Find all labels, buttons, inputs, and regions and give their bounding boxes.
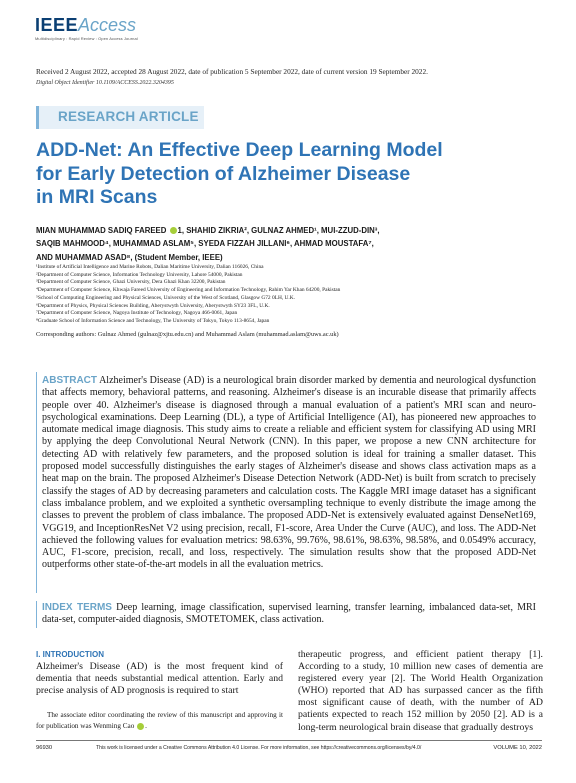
affiliation-item: ¹Institute of Artificial Intelligence and Marine Robots, Dalian Maritime University, Dalian 116026, China: [36, 264, 264, 270]
footer-divider: [36, 740, 542, 741]
journal-logo: [35, 16, 138, 41]
affiliation-item: ⁸Graduate School of Information Science and Technology, The University of Tokyo, Tokyo 113-8654, Japan: [36, 317, 270, 324]
license-notice[interactable]: This work is licensed under a Creative Commons Attribution 4.0 License. For more information, see https://creativecommons.org/licenses/by/4.0/: [96, 745, 422, 751]
intro-paragraph: therapeutic progress, and efficient patient therapy [1]. According to a study, 10 million new cases of dementia are registered every year [2]. The World Health Organization (WHO) reported that AD has surpassed cancer as the fifth most significant cause of death, with the number of AD patients expected to reach 152 million by 2050 [2]. AD is a long-term neurological brain disease that gradually destroys: [298, 649, 543, 733]
affiliation-item: ²Department of Computer Science, Information Technology University, Lahore 54000, Pakistan: [36, 271, 243, 278]
affiliation-item: ³Department of Computer Science, Ghazi University, Dera Ghazi Khan 32200, Pakistan: [36, 279, 226, 286]
editor-note-text: The associate editor coordinating the review of this manuscript and approving it for publication was Wenming Cao: [36, 711, 283, 730]
section-heading: I. INTRODUCTION: [36, 650, 104, 659]
affiliation-item: ⁴Department of Computer Science, Khwaja Fareed University of Engineering and Information Technology, Rahim Yar Khan 64200, Pakistan: [36, 287, 341, 294]
author-line: AND MUHAMMAD ASAD⁸, (Student Member, IEEE): [36, 252, 223, 262]
title-line: in MRI Scans: [36, 186, 158, 208]
affiliation-list: [36, 264, 340, 326]
affiliation-item: ⁵School of Computing Engineering and Physical Sciences, University of the West of Scotland, Glasgow G72 0LH, U.K.: [36, 294, 296, 301]
index-terms-text: Deep learning, image classification, supervised learning, transfer learning, imbalanced data-set, MRI data-set, computer-aided diagnosis, SMOTETOMEK, class activation.: [42, 602, 536, 626]
doi-line: Digital Object Identifier 10.1109/ACCESS.2022.3204395: [36, 80, 174, 86]
intro-left-column: [36, 661, 283, 697]
orcid-icon[interactable]: [137, 723, 144, 730]
author-line: [36, 224, 380, 237]
abstract-label: ABSTRACT: [42, 375, 97, 386]
volume-label: VOLUME 10, 2022: [493, 745, 542, 751]
abstract-text: Alzheimer's Disease (AD) is a neurological brain disorder marked by dementia and neurological dysfunction that affects memory, behavioral patterns, and reasoning. Alzheimer's disease is an incurable disease that primarily affects people over 40. Alzheimer's disease is diagnosed through a manual evaluation of a patient's MRI scan and neuro-psychological examinations. Deep Learning (DL), a type of Artificial Intelligence (AI), has pioneered new approaches to automate medical image diagnosis. This study aims to create a reliable and efficient system for classifying AD using MRI by applying the deep Convolutional Neural Network (CNN). In this paper, we propose a new CNN architecture for detecting AD with relatively few parameters, and the proposed solution is ideal for training a smaller dataset. This proposed model successfully distinguishes the early stages of Alzheimer's disease and shows class activation maps as a heat map on the brain. The proposed Alzheimer's Disease Detection Network (ADD-Net) is built from scratch to precisely classify the stages of AD by decreasing parameters and calculation costs. The Kaggle MRI image dataset has a significant class imbalance problem, and we exploited a synthetic oversampling technique to evenly distribute the image among the classes to prevent the problem of class imbalance. The proposed ADD-Net is extensively evaluated against DenseNet169, VGG19, and InceptionResNet V2 using precision, recall, F1-score, Area Under the Curve (AUC), and loss. The ADD-Net achieved the following values for evaluation metrics: 98.63%, 99.76%, 98.61%, 98.63%, 98.58%, and 0.0549% accuracy, AUC, F1-score, precision, recall, and loss, respectively. The simulation results show that the proposed ADD-Net outperforms other state-of-the-art models in all the evaluation metrics.: [42, 375, 536, 571]
affiliation-item: ⁶Department of Physics, Physical Sciences Building, Aberystwyth University, Aberystwyth SY23 3FL, U.K.: [36, 302, 270, 309]
author-list: [36, 224, 380, 264]
index-terms-section: [42, 602, 536, 627]
title-line: ADD-Net: An Effective Deep Learning Model: [36, 139, 443, 161]
page-number: 96930: [36, 745, 53, 751]
logo-ieee-text: IEEE: [35, 15, 79, 35]
paper-title: [36, 139, 506, 210]
logo-tagline: Multidisciplinary : Rapid Review : Open Access Journal: [35, 36, 138, 41]
title-line: for Early Detection of Alzheimer Disease: [36, 162, 411, 185]
index-terms-label: INDEX TERMS: [42, 602, 112, 613]
affiliation-item: ⁷Department of Computer Science, Nagoya Institute of Technology, Nagoya 466-0061, Japan: [36, 310, 238, 317]
author-line-text: MIAN MUHAMMAD SADIQ FAREED: [36, 226, 169, 235]
editor-footnote: The associate editor coordinating the review of this manuscript and approving it for publication was Wenming Cao .: [36, 711, 283, 730]
author-line-text: 1, SHAHID ZIKRIA², GULNAZ AHMED¹, MUI-ZZUD-DIN³,: [177, 226, 380, 235]
intro-right-column: [298, 649, 543, 734]
orcid-icon[interactable]: [170, 227, 177, 234]
intro-paragraph: Alzheimer's Disease (AD) is the most frequent kind of dementia that needs substantial medical attention. Early and precise analysis of AD prognosis is required to start: [36, 661, 283, 697]
abstract-section: [42, 375, 536, 572]
corresponding-authors: Corresponding authors: Gulnaz Ahmed (gulnaz@xjtu.edu.cn) and Muhammad Aslam (muhammad.aslam@uws.ac.uk): [36, 331, 339, 338]
received-dates: Received 2 August 2022, accepted 28 August 2022, date of publication 5 September 2022, date of current version 19 September 2022.: [36, 67, 428, 76]
article-type-label: RESEARCH ARTICLE: [58, 109, 199, 124]
author-line: SAQIB MAHMOOD⁴, MUHAMMAD ASLAM⁵, SYEDA FIZZAH JILLANI⁶, AHMAD MOUSTAFA⁷,: [36, 239, 374, 249]
logo-access-text: Access: [78, 15, 137, 35]
